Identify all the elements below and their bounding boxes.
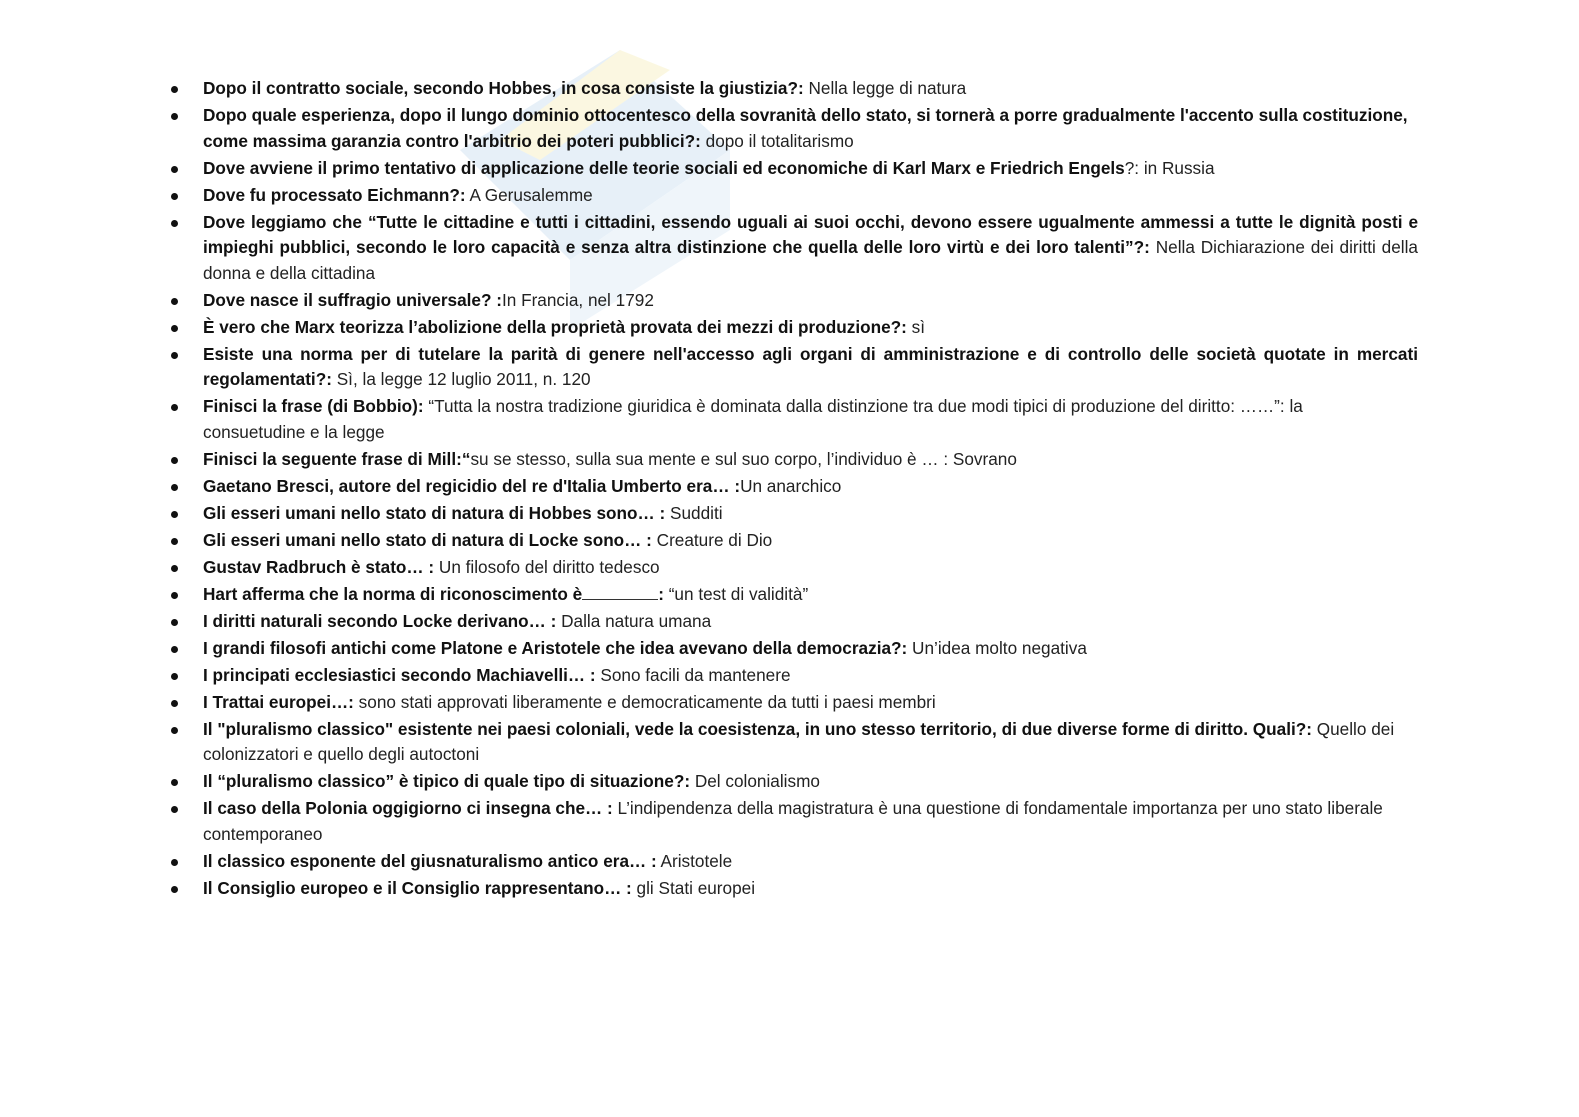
answer-text: sono stati approvati liberamente e democraticamente da tutti i paesi membri	[353, 691, 936, 712]
question-text: I diritti naturali secondo Locke derivano… :	[203, 610, 557, 631]
answer-text: In Francia, nel 1792	[501, 289, 654, 310]
question-text: Il "pluralismo classico" esistente nei paesi coloniali, vede la coesistenza, in uno stesso territorio, di due diverse forme di diritto. Quali?:	[203, 718, 1312, 739]
list-item	[168, 528, 1418, 554]
bullet-icon	[171, 352, 178, 359]
answer-text: Un anarchico	[740, 475, 842, 496]
bullet-icon	[171, 727, 178, 734]
answer-text: Quello dei colonizzatori e quello degli autoctoni	[203, 718, 1395, 764]
bullet-icon	[171, 86, 178, 93]
answer-text: su se stesso, sulla sua mente e sul suo corpo, l’individuo è … : Sovrano	[470, 448, 1017, 469]
question-colon: :	[658, 583, 664, 604]
question-text: I grandi filosofi antichi come Platone e Aristotele che idea avevano della democrazia?:	[203, 637, 908, 658]
question-text: Hart afferma che la norma di riconoscimento è	[203, 583, 583, 604]
bullet-icon	[171, 404, 178, 411]
list-item	[168, 394, 1418, 445]
bullet-icon	[171, 619, 178, 626]
question-text: Esiste una norma per di tutelare la parità di genere nell'accesso agli organi di amministrazione e di controllo delle società quotate in mercati regolamentati?:	[203, 343, 1418, 389]
list-item	[168, 609, 1418, 635]
question-text: Il “pluralismo classico” è tipico di quale tipo di situazione?:	[203, 771, 691, 791]
bullet-icon	[171, 484, 178, 491]
bullet-icon	[171, 859, 178, 866]
answer-text: “Tutta la nostra tradizione giuridica è dominata dalla distinzione tra due modi tipici di produzione del diritto: ……”: la	[423, 396, 1303, 416]
answer-text: dopo il totalitarismo	[700, 130, 854, 151]
list-item	[168, 501, 1418, 527]
bullet-icon	[171, 779, 178, 786]
list-item	[168, 447, 1418, 473]
list-item	[168, 876, 1418, 902]
question-text: Dove fu processato Eichmann?:	[203, 184, 466, 205]
bullet-icon	[171, 700, 178, 707]
question-text: Gli esseri umani nello stato di natura di Hobbes sono… :	[203, 502, 666, 523]
question-text: Dove nasce il suffragio universale? :	[203, 289, 502, 310]
bullet-icon	[171, 193, 178, 200]
answer-text: “un test di validità”	[663, 583, 809, 604]
list-item	[168, 315, 1418, 341]
answer-text: Sono facili da mantenere	[595, 664, 791, 685]
answer-text: Nella legge di natura	[803, 78, 967, 98]
question-text: I Trattai europei…:	[203, 691, 354, 712]
list-item	[168, 769, 1418, 795]
list-item	[168, 76, 1418, 102]
answer-text: Nella Dichiarazione dei diritti della donna e della cittadina	[203, 237, 1418, 283]
answer-text: Sì, la legge 12 luglio 2011, n. 120	[331, 369, 591, 389]
list-item	[168, 636, 1418, 662]
question-text: I principati ecclesiastici secondo Machiavelli… :	[203, 664, 596, 685]
question-text: Finisci la frase (di Bobbio):	[203, 396, 424, 416]
question-text: Il caso della Polonia oggigiorno ci insegna che… :	[203, 798, 613, 818]
list-item	[168, 103, 1418, 154]
answer-text-continued: consuetudine e la legge	[203, 421, 385, 442]
list-item	[168, 663, 1418, 689]
question-text: È vero che Marx teorizza l’abolizione della proprietà provata dei mezzi di produzione?:	[203, 316, 907, 337]
answer-text: Un filosofo del diritto tedesco	[434, 556, 660, 577]
list-item	[168, 796, 1418, 847]
bullet-icon	[171, 113, 178, 120]
bullet-icon	[171, 565, 178, 572]
question-text: Gustav Radbruch è stato… :	[203, 556, 435, 577]
bullet-icon	[171, 298, 178, 305]
list-item	[168, 288, 1418, 314]
question-text: Gli esseri umani nello stato di natura di Locke sono… :	[203, 529, 652, 550]
bullet-icon	[171, 511, 178, 518]
list-item	[168, 474, 1418, 500]
list-item	[168, 717, 1418, 768]
answer-text: A Gerusalemme	[465, 184, 593, 205]
list-item	[168, 555, 1418, 581]
bullet-icon	[171, 220, 178, 227]
question-text: Finisci la seguente frase di Mill:“	[203, 448, 471, 469]
fill-in-blank	[582, 585, 658, 600]
list-item	[168, 183, 1418, 209]
bullet-icon	[171, 538, 178, 545]
question-text: Gaetano Bresci, autore del regicidio del re d'Italia Umberto era… :	[203, 475, 741, 496]
answer-text: Del colonialismo	[690, 771, 820, 791]
answer-text: ?: in Russia	[1124, 157, 1215, 178]
bullet-icon	[171, 886, 178, 893]
question-text: Dove avviene il primo tentativo di applicazione delle teorie sociali ed economiche di Karl Marx e Friedrich Engels	[203, 157, 1125, 178]
question-text: Dove leggiamo che “Tutte le cittadine e tutti i cittadini, essendo uguali ai suoi occhi, devono essere ugualmente ammessi a tutte le dignità posti e impieghi pubblici, secondo le loro capacità e senza altra distinzione che quella delle loro virtù e dei loro talenti”?:	[203, 211, 1418, 257]
list-item	[168, 210, 1418, 287]
bullet-icon	[171, 806, 178, 813]
question-text: Il Consiglio europeo e il Consiglio rappresentano… :	[203, 877, 632, 898]
list-item	[168, 342, 1418, 393]
question-answer-list	[168, 76, 1418, 903]
bullet-icon	[171, 592, 178, 599]
answer-text: L’indipendenza della magistratura è una questione di fondamentale importanza per uno stato liberale contemporaneo	[203, 798, 1383, 844]
bullet-icon	[171, 325, 178, 332]
question-text: Dopo il contratto sociale, secondo Hobbes, in cosa consiste la giustizia?:	[203, 78, 804, 98]
answer-text: Creature di Dio	[651, 529, 773, 550]
answer-text: Dalla natura umana	[556, 610, 712, 631]
list-item	[168, 582, 1418, 608]
bullet-icon	[171, 646, 178, 653]
answer-text: Aristotele	[656, 850, 733, 871]
bullet-icon	[171, 673, 178, 680]
answer-text: Un’idea molto negativa	[907, 637, 1087, 658]
bullet-icon	[171, 457, 178, 464]
list-item	[168, 156, 1418, 182]
question-text: Il classico esponente del giusnaturalismo antico era… :	[203, 850, 657, 871]
answer-text: gli Stati europei	[631, 877, 756, 898]
list-item	[168, 849, 1418, 875]
answer-text: sì	[906, 316, 926, 337]
question-text: Dopo quale esperienza, dopo il lungo dominio ottocentesco della sovranità dello stato, si tornerà a porre gradualmente l'accento sulla costituzione, come massima garanzia contro l'arbitrio dei poteri pubblici?:	[203, 105, 1408, 151]
bullet-icon	[171, 166, 178, 173]
answer-text: Sudditi	[665, 502, 723, 523]
list-item	[168, 690, 1418, 716]
